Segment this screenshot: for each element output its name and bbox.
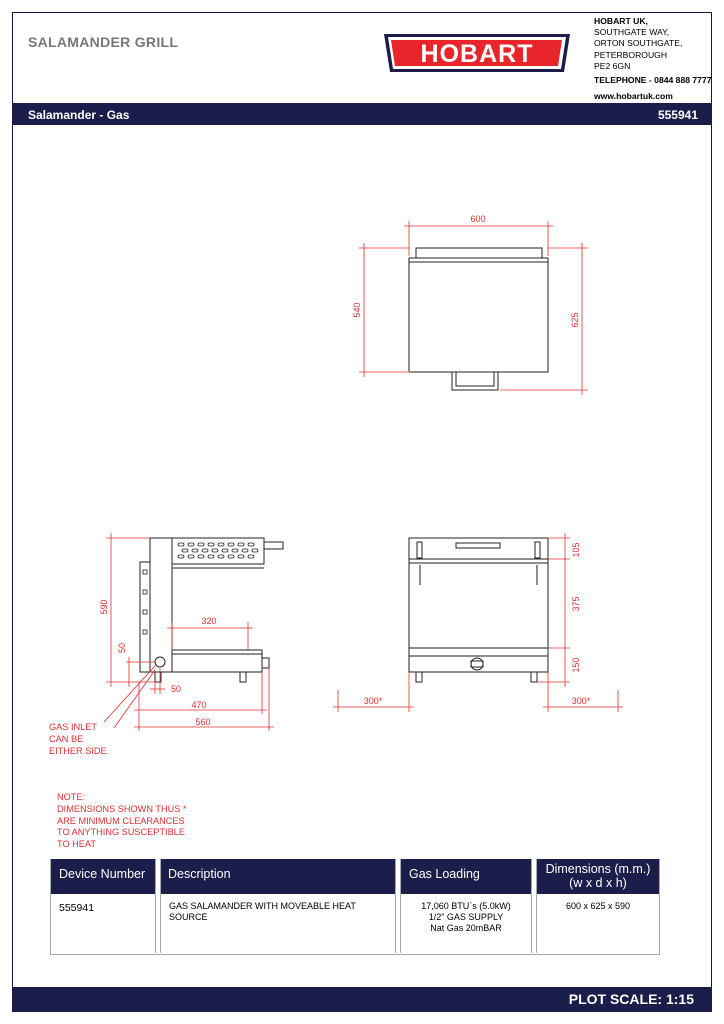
gas-line: Nat Gas 20mBAR [430, 923, 502, 933]
vent-hole [222, 549, 228, 552]
column-divider [155, 859, 161, 953]
gas-inlet-line: CAN BE [49, 733, 84, 744]
cell-dimensions: 600 x 625 x 590 [565, 901, 631, 911]
dim-front-375: 375 [571, 596, 581, 612]
spec-table [50, 859, 660, 955]
vent-hole [232, 549, 238, 552]
dim-side-base: 50 [117, 642, 127, 654]
description-line: SOURCE [169, 912, 208, 922]
address-line: SOUTHGATE WAY, [594, 27, 670, 38]
telephone: TELEPHONE - 0844 888 7777 [594, 75, 712, 86]
vent-hole [178, 555, 184, 558]
vent-hole [208, 555, 214, 558]
bracket-holes [143, 570, 147, 634]
page-title: SALAMANDER GRILL [28, 34, 179, 50]
vent-hole [218, 543, 224, 546]
address-line: ORTON SOUTHGATE, [594, 38, 683, 49]
header-label: Dimensions (m.m.) [545, 862, 651, 876]
front-view [409, 538, 548, 682]
header-label: (w x d x h) [569, 876, 627, 890]
header-label: Description [168, 867, 231, 881]
note-line: TO ANYTHING SUSCEPTIBLE [57, 827, 185, 838]
vent-hole [202, 549, 208, 552]
vent-hole [182, 549, 188, 552]
clearance-note [57, 792, 187, 851]
address-line: PE2 6GN [594, 60, 631, 71]
note-line: NOTE: [57, 792, 86, 802]
gas-inlet-line: EITHER SIDE [49, 745, 107, 756]
product-code: 555941 [657, 108, 698, 122]
header-device-number [51, 859, 155, 894]
vent-hole [198, 543, 204, 546]
dim-clear-right: 300* [571, 696, 591, 706]
dim-clear-left: 300* [363, 696, 383, 706]
dim-side-320: 320 [201, 616, 217, 626]
logo-text: HOBART [420, 40, 534, 68]
vent-hole [188, 543, 194, 546]
gas-inlet-line: GAS INLET [49, 722, 97, 732]
description-line: GAS SALAMANDER WITH MOVEABLE HEAT [169, 901, 356, 911]
dim-top-depth-overall: 625 [570, 312, 580, 328]
vent-hole [238, 543, 244, 546]
vent-holes [178, 543, 258, 558]
vent-hole [228, 555, 234, 558]
website-link[interactable]: www.hobartuk.com [594, 91, 673, 102]
cell-device-number: 555941 [59, 902, 95, 914]
vent-hole [208, 543, 214, 546]
header-gas-loading [401, 859, 531, 894]
vent-hole [228, 543, 234, 546]
gas-line: 1/2" GAS SUPPLY [428, 912, 504, 922]
top-view [409, 248, 548, 390]
vent-hole [198, 555, 204, 558]
header-dimensions [537, 859, 659, 894]
vent-hole [218, 555, 224, 558]
vent-hole [212, 549, 218, 552]
cell-gas-loading [401, 901, 531, 934]
dim-side-560: 560 [195, 717, 211, 727]
company-name: HOBART UK, [594, 16, 648, 26]
vent-hole [248, 555, 254, 558]
header-description [161, 859, 395, 894]
note-line: TO HEAT [57, 839, 96, 850]
vent-hole [252, 549, 258, 552]
plot-scale: PLOT SCALE: 1:15 [568, 991, 694, 1007]
cell-description [169, 901, 389, 923]
gas-line: 17,060 BTU`s (5.0kW) [421, 901, 511, 911]
dim-top-depth: 540 [352, 302, 362, 318]
header-label: Gas Loading [409, 867, 480, 881]
vent-hole [238, 555, 244, 558]
vent-hole [248, 543, 254, 546]
vent-hole [178, 543, 184, 546]
vent-hole [242, 549, 248, 552]
side-view [140, 538, 283, 682]
vent-hole [188, 555, 194, 558]
note-line: ARE MINIMUM CLEARANCES [57, 815, 185, 826]
vent-hole [192, 549, 198, 552]
gas-inlet-note [49, 722, 107, 757]
product-name: Salamander - Gas [28, 108, 130, 122]
dim-front-105: 105 [571, 542, 581, 558]
address-line: PETERBOROUGH [594, 49, 668, 60]
dim-side-height: 590 [99, 599, 109, 615]
dim-side-50: 50 [170, 684, 182, 694]
dim-front-150: 150 [571, 657, 581, 673]
dim-side-470: 470 [191, 700, 207, 710]
note-line: DIMENSIONS SHOWN THUS * [57, 803, 187, 814]
footer-bar [12, 987, 712, 1012]
header-label: Device Number [59, 867, 146, 881]
dim-top-width: 600 [470, 214, 486, 224]
